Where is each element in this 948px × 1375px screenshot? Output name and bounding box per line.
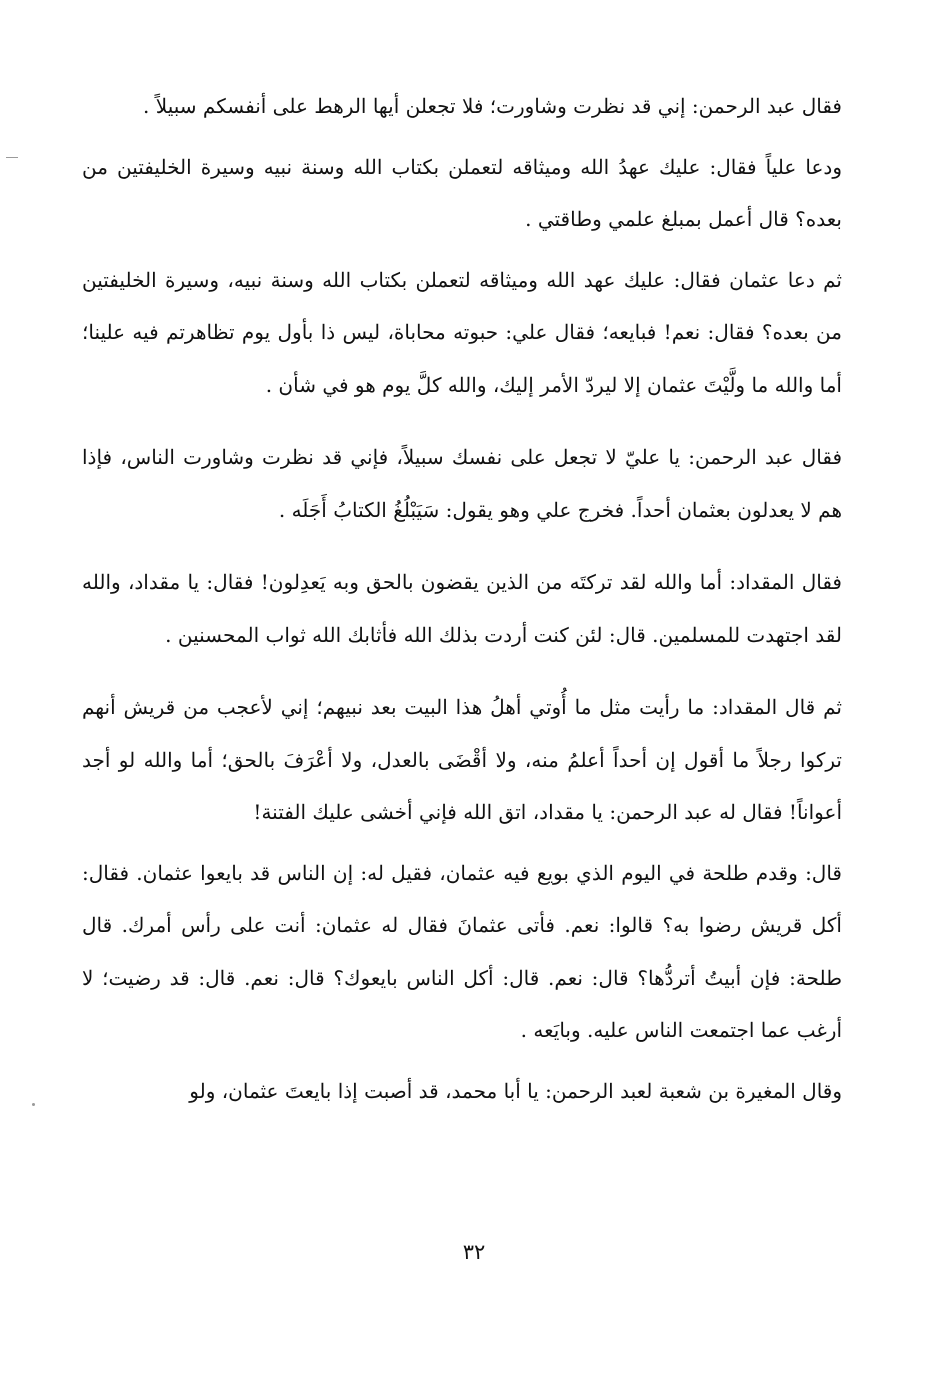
paragraph-7: قال: وقدم طلحة في اليوم الذي بويع فيه عثمان، فقيل له: إن الناس قد بايعوا عثمان. فقال: أكل قريش رضوا به؟ قالوا: نعم. فأتى عثمانَ فقال له عثمان: أنت على رأس أمرك. قال طلحة: فإن أبيتُ أتردُّها؟ قال: نعم. قال: أكل الناس بايعوك؟ قال: نعم. قال: قد رضيت؛ لا أرغب عما اجتمعت الناس عليه. وبايَعه . [82,860,842,1042]
paragraph-3: ثم دعا عثمان فقال: عليك عهد الله وميثاقه لتعملن بكتاب الله وسنة نبيه، وسيرة الخليفتين من بعده؟ فقال: نعم! فبايعه؛ فقال علي: حبوته محاباة، ليس ذا بأول يوم تظاهرتم فيه علينا؛ أما والله ما ولَّيْتَ عثمان إلا ليردّ الأمر إليك، والله كلَّ يوم هو في شأن . [82,267,843,397]
paragraph-8: وقال المغيرة بن شعبة لعبد الرحمن: يا أبا محمد، قد أصبت إذا بايعتَ عثمان، ولو [189,1078,842,1103]
paragraph-1: فقال عبد الرحمن: إني قد نظرت وشاورت؛ فلا تجعلن أيها الرهط على أنفسكم سبيلاً . [143,94,842,118]
paragraph-5: فقال المقداد: أما والله لقد تركتَه من الذين يقضون بالحق وبه يَعدِلون! فقال: يا مقداد، والله لقد اجتهدت للمسلمين. قال: لئن كنت أردت بذلك الله فأثابك الله ثواب المحسنين . [82,570,842,647]
scan-mark [6,157,18,158]
page-number: ٣٢ [462,1240,486,1264]
paragraph-4: فقال عبد الرحمن: يا عليّ لا تجعل على نفسك سبيلاً، فإني قد نظرت وشاورت الناس، فإذا هم لا يعدلون بعثمان أحداً. فخرج علي وهو يقول: سَيَبْلُغُ الكتابُ أَجَلَه . [82,445,842,522]
page-body [82,80,842,1117]
paragraph-2: ودعا علياً فقال: عليك عهدُ الله وميثاقه لتعملن بكتاب الله وسنة نبيه وسيرة الخليفتين من بعده؟ قال أعمل بمبلغ علمي وطاقتي . [82,154,842,231]
paragraph-6: ثم قال المقداد: ما رأيت مثل ما أُوتي أهلُ هذا البيت بعد نبيهم؛ إني لأعجب من قريش أنهم تركوا رجلاً ما أقول إن أحداً أعلمُ منه، ولا أقْضَى بالعدل، ولا أعْرَفَ بالحق؛ أما والله لو أجد أعواناً! فقال له عبد الرحمن: يا مقداد، اتق الله فإني أخشى عليك الفتنة! [82,695,842,824]
scan-dot [32,1103,35,1106]
